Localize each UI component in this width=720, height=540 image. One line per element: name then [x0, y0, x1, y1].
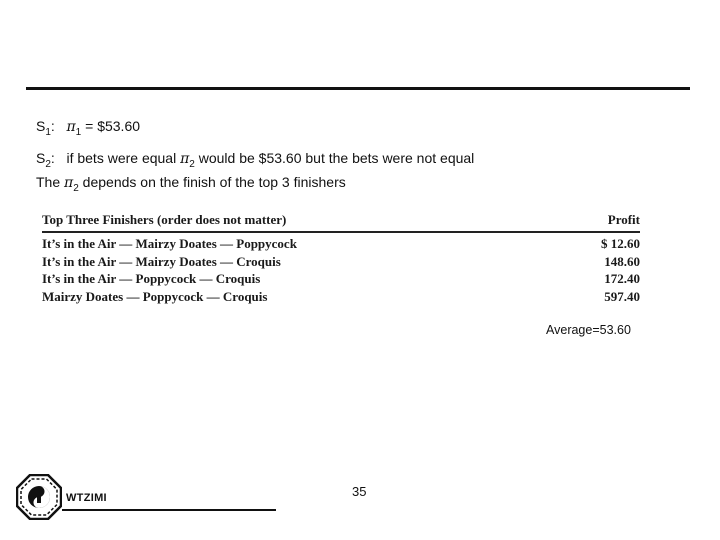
s3-text-pre: The	[36, 174, 65, 190]
pi-symbol: π	[180, 151, 190, 167]
finishers-table	[42, 212, 640, 305]
top-rule	[26, 87, 690, 90]
table-header	[42, 212, 640, 233]
s1-line	[36, 118, 140, 138]
s2-text-post: would be $53.60 but the bets were not equal	[194, 150, 475, 166]
s3-pi-subscript: 2	[73, 182, 79, 194]
pi-symbol: π	[66, 119, 76, 135]
average-label: Average=53.60	[546, 323, 631, 337]
s2-line	[36, 150, 474, 170]
s2-colon: :	[50, 150, 55, 166]
header-profit: Profit	[607, 212, 640, 227]
footer-rule	[62, 509, 276, 511]
row-finishers: It’s in the Air — Mairzy Doates — Poppycock	[42, 236, 297, 251]
s1-text: = $53.60	[81, 118, 141, 134]
s1-pi-subscript: 1	[75, 126, 82, 138]
table-row	[42, 270, 640, 288]
table-row	[42, 235, 640, 253]
row-profit: 597.40	[604, 288, 640, 304]
page-number: 35	[352, 484, 367, 499]
brand-name: WTZIMI	[66, 492, 107, 504]
table-row	[42, 288, 640, 306]
row-finishers: It’s in the Air — Mairzy Doates — Croquis	[42, 253, 281, 269]
row-finishers: It’s in the Air — Poppycock — Croquis	[42, 271, 261, 286]
row-profit: 148.60	[604, 253, 640, 269]
s2-label: S	[36, 150, 46, 166]
s1-colon: :	[50, 118, 55, 134]
s1-label: S	[36, 118, 46, 134]
s1-subscript: 1	[45, 126, 51, 138]
row-profit: $ 12.60	[601, 236, 640, 251]
s2-subscript: 2	[45, 158, 51, 170]
table-body	[42, 233, 640, 305]
header-finishers: Top Three Finishers (order does not matter)	[42, 212, 287, 227]
s3-line	[36, 174, 346, 194]
row-profit: 172.40	[604, 271, 640, 286]
table-row	[42, 253, 640, 271]
s2-pi-subscript: 2	[189, 158, 195, 170]
row-finishers: Mairzy Doates — Poppycock — Croquis	[42, 288, 268, 304]
pi-symbol: π	[64, 175, 74, 191]
s2-text-pre: if bets were equal	[66, 150, 181, 166]
octagon-logo-icon	[16, 474, 62, 520]
s3-text-post: depends on the finish of the top 3 finishers	[78, 174, 346, 190]
